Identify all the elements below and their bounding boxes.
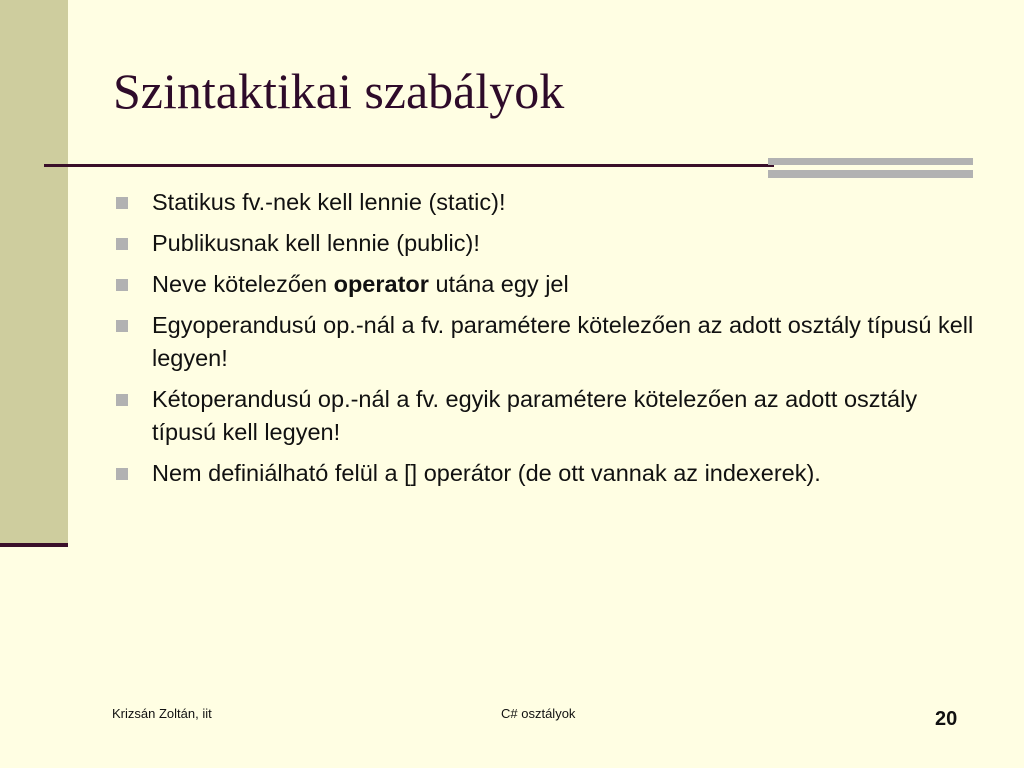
accent-bar-bottom-band [768,170,973,178]
bullet-item [116,186,976,219]
square-bullet-icon [116,394,128,406]
bullet-item [116,383,976,449]
square-bullet-icon [116,197,128,209]
left-decorative-band [0,0,68,546]
accent-bar [768,158,973,178]
bullet-item [116,227,976,260]
bullet-item [116,268,976,301]
left-band-rule [0,543,68,547]
page-number: 20 [935,708,958,730]
bullet-text-after: utána egy jel [428,271,569,297]
slide-title: Szintaktikai szabályok [113,63,565,119]
bullet-text: Statikus fv.-nek kell lennie (static)! [152,189,506,215]
bullet-text: Nem definiálható felül a [] operátor (de ott vannak az indexerek). [152,460,821,486]
bullet-text: Publikusnak kell lennie (public)! [152,230,480,256]
footer-topic: C# osztályok [501,706,576,721]
title-underline-rule [44,164,774,167]
bullet-item [116,309,976,375]
footer-author: Krizsán Zoltán, iit [112,706,212,721]
bullet-item [116,457,976,490]
square-bullet-icon [116,279,128,291]
bullet-list [116,186,976,498]
bullet-keyword: operator [333,271,429,297]
square-bullet-icon [116,320,128,332]
accent-bar-top-band [768,158,973,165]
bullet-text: Egyoperandusú op.-nál a fv. paramétere kötelezően az adott osztály típusú kell legyen! [152,312,974,371]
square-bullet-icon [116,238,128,250]
bullet-text: Kétoperandusú op.-nál a fv. egyik paramétere kötelezően az adott osztály típusú kell legyen! [152,386,918,445]
bullet-text-before: Neve kötelezően [152,271,334,297]
square-bullet-icon [116,468,128,480]
